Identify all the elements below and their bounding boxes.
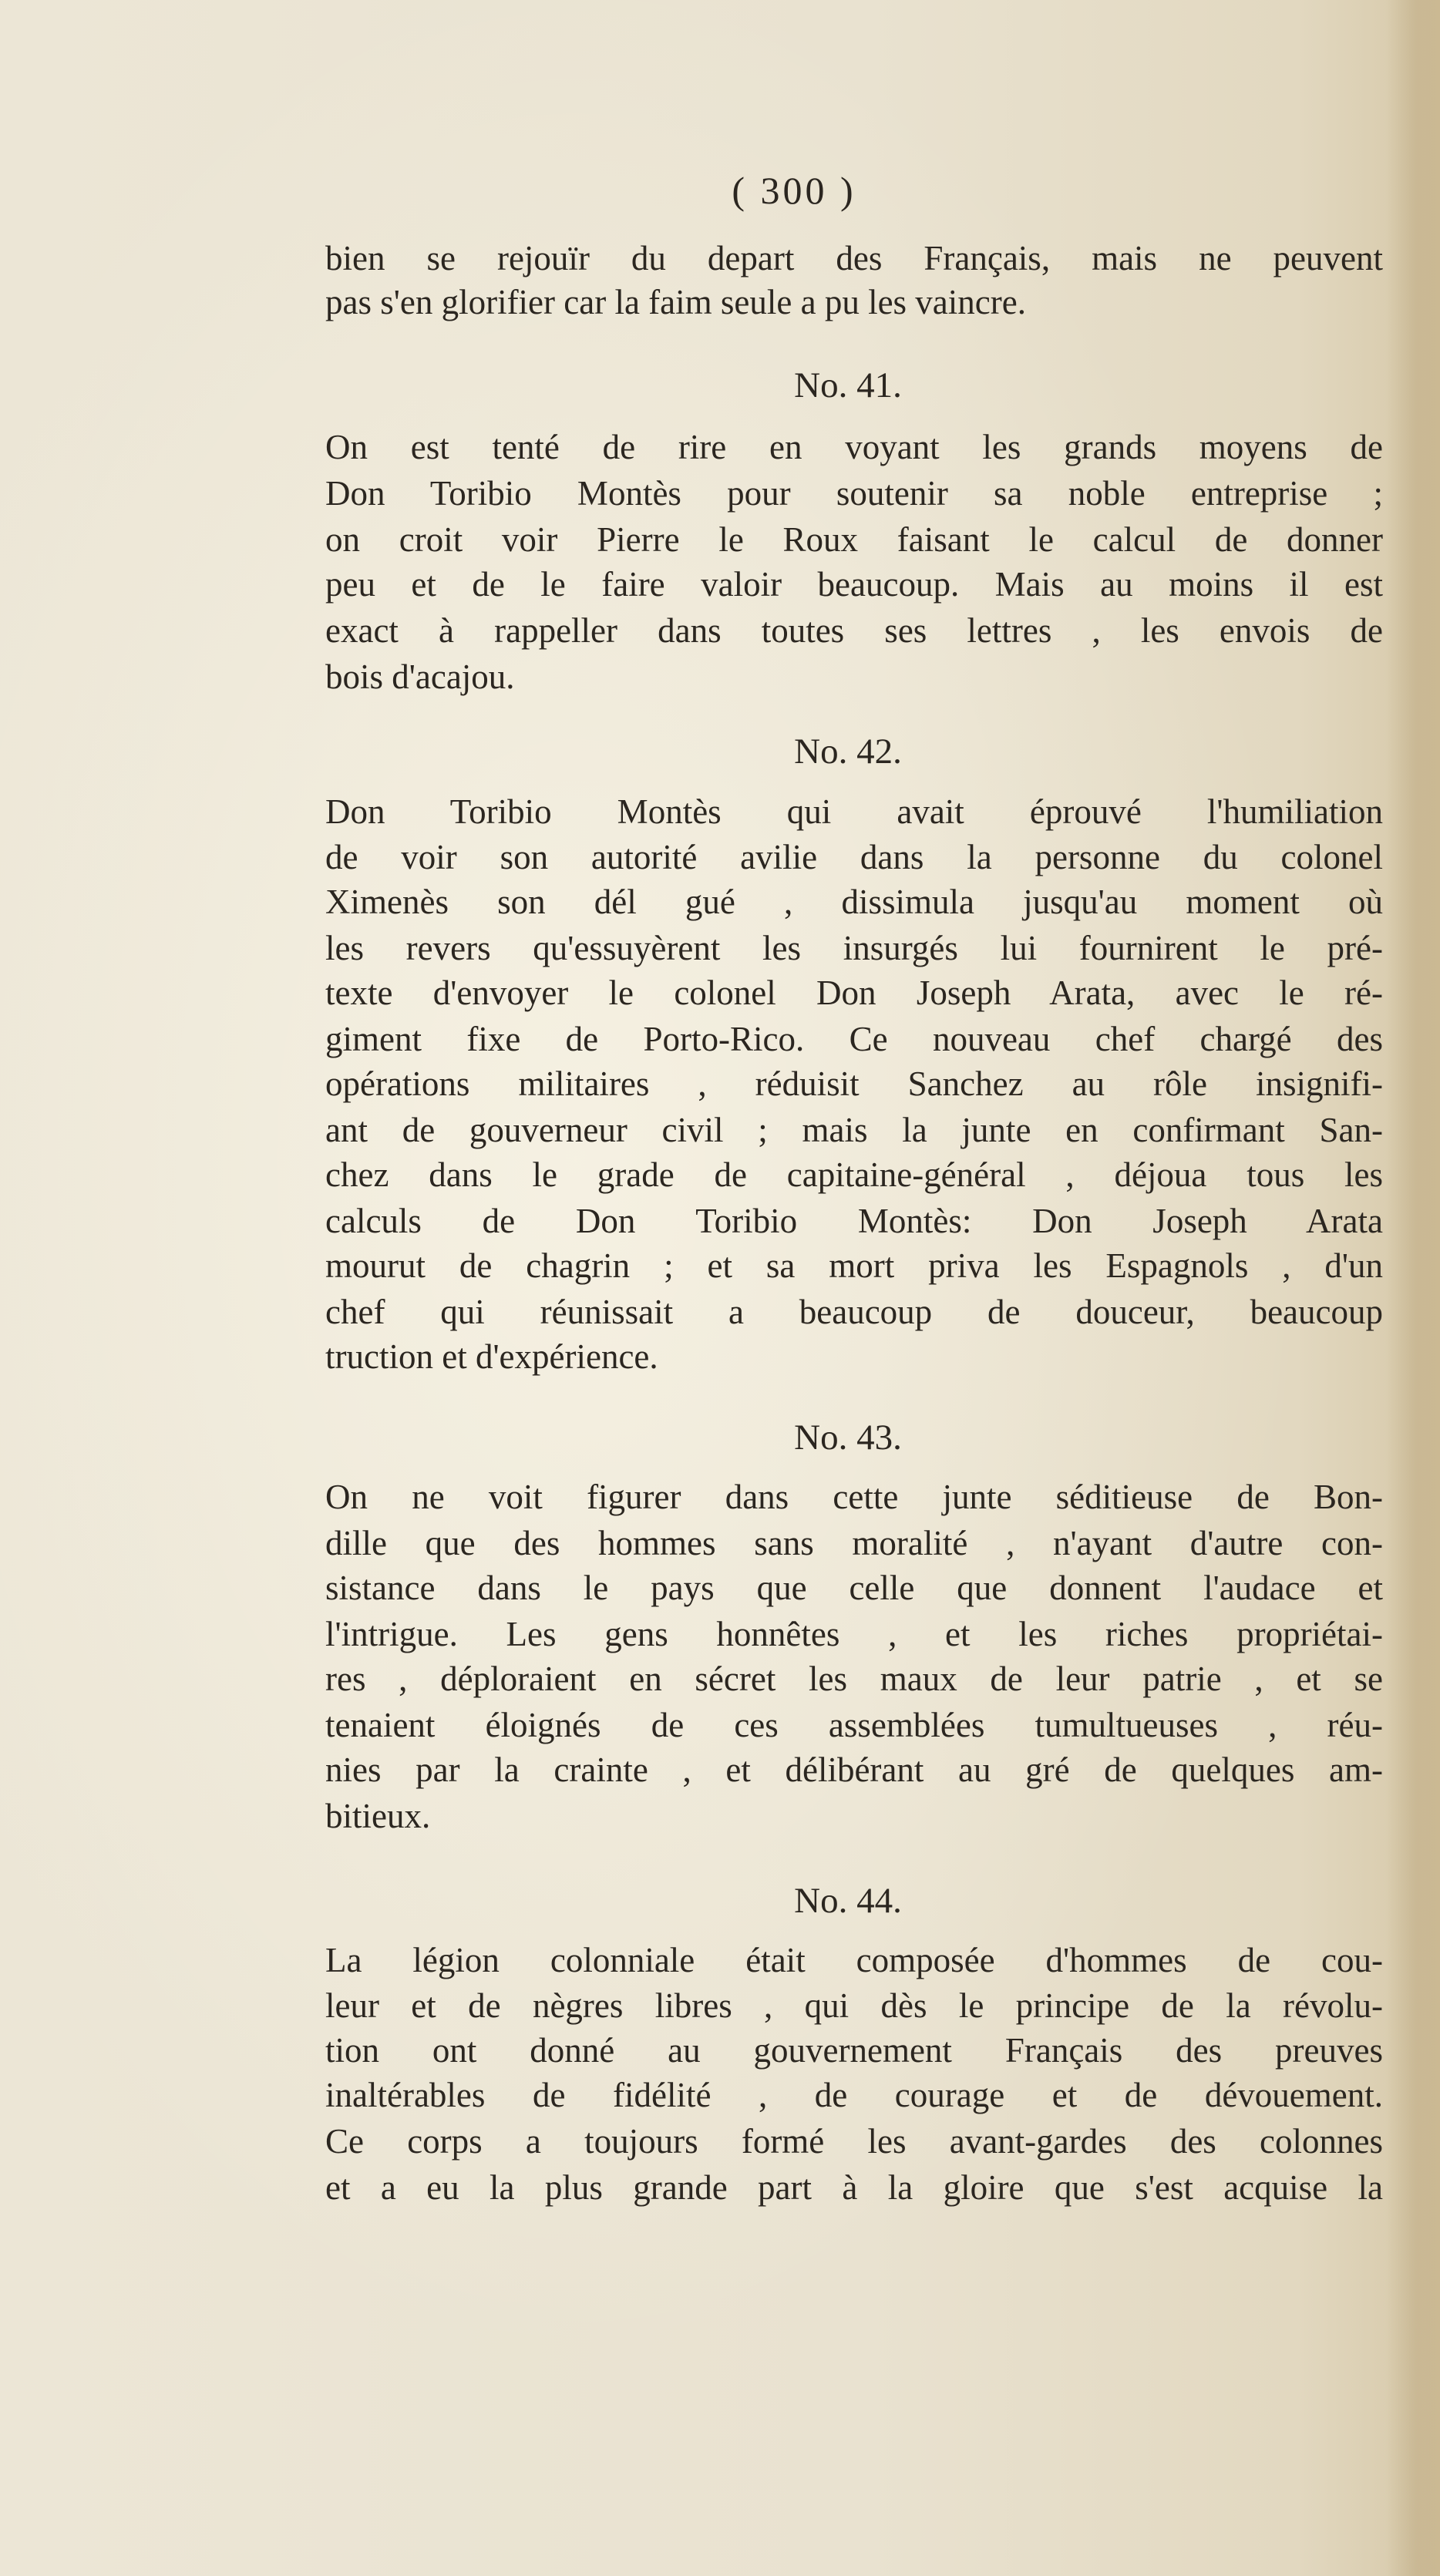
text-line: les revers qu'essuyèrent les insurgés lui fournirent le pré-	[325, 929, 1383, 967]
text-line: Don Toribio Montès pour soutenir sa noble entreprise ;	[325, 474, 1383, 513]
text-line: bois d'acajou.	[325, 657, 515, 696]
text-line: tion ont donné au gouvernement Français des preuves	[325, 2031, 1383, 2070]
text-line: texte d'envoyer le colonel Don Joseph Arata, avec le ré-	[325, 974, 1383, 1012]
text-line: bitieux.	[325, 1797, 431, 1835]
text-line: mourut de chagrin ; et sa mort priva les Espagnols , d'un	[325, 1246, 1383, 1285]
text-line: on croit voir Pierre le Roux faisant le calcul de donner	[325, 520, 1383, 559]
text-line: peu et de le faire valoir beaucoup. Mais au moins il est	[325, 565, 1383, 604]
text-line: exact à rappeller dans toutes ses lettres , les envois de	[325, 611, 1383, 650]
text-line: giment fixe de Porto-Rico. Ce nouveau chef chargé des	[325, 1020, 1383, 1058]
text-line: leur et de nègres libres , qui dès le principe de la révolu-	[325, 1986, 1383, 2025]
text-line: nies par la crainte , et délibérant au gré de quelques am-	[325, 1750, 1383, 1789]
text-line: Ce corps a toujours formé les avant-gardes des colonnes	[325, 2122, 1383, 2161]
text-line: sistance dans le pays que celle que donnent l'audace et	[325, 1569, 1383, 1607]
text-line: et a eu la plus grande part à la gloire que s'est acquise la	[325, 2168, 1383, 2207]
text-line: On est tenté de rire en voyant les grands moyens de	[325, 428, 1383, 466]
note-heading: No. 41.	[794, 365, 902, 405]
text-line: Ximenès son dél gué , dissimula jusqu'au moment où	[325, 883, 1383, 921]
text-line: bien se rejouïr du depart des Français, mais ne peuvent	[325, 239, 1383, 277]
text-line: tenaient éloignés de ces assemblées tumultueuses , réu-	[325, 1706, 1383, 1744]
text-line: La légion colonniale était composée d'hommes de cou-	[325, 1941, 1383, 1979]
text-line: pas s'en glorifier car la faim seule a pu les vaincre.	[325, 283, 1026, 321]
text-line: de voir son autorité avilie dans la personne du colonel	[325, 838, 1383, 876]
text-line: chef qui réunissait a beaucoup de douceur, beaucoup	[325, 1293, 1383, 1331]
note-heading: No. 44.	[794, 1881, 902, 1921]
text-line: res , déploraient en sécret les maux de leur patrie , et se	[325, 1660, 1383, 1698]
text-line: Don Toribio Montès qui avait éprouvé l'humiliation	[325, 792, 1383, 831]
text-line: calculs de Don Toribio Montès: Don Joseph Arata	[325, 1202, 1383, 1240]
note-heading: No. 42.	[794, 731, 902, 772]
text-line: l'intrigue. Les gens honnêtes , et les riches propriétai-	[325, 1615, 1383, 1653]
text-line: On ne voit figurer dans cette junte séditieuse de Bon-	[325, 1478, 1383, 1516]
text-line: chez dans le grade de capitaine-général , déjoua tous les	[325, 1155, 1383, 1194]
page-number: ( 300 )	[732, 169, 856, 212]
note-heading: No. 43.	[794, 1417, 902, 1458]
text-line: inaltérables de fidélité , de courage et de dévouement.	[325, 2076, 1383, 2114]
text-line: truction et d'expérience.	[325, 1337, 658, 1376]
text-line: dille que des hommes sans moralité , n'ayant d'autre con-	[325, 1524, 1383, 1562]
text-line: opérations militaires , réduisit Sanchez au rôle insignifi-	[325, 1064, 1383, 1103]
text-line: ant de gouverneur civil ; mais la junte en confirmant San-	[325, 1111, 1383, 1149]
